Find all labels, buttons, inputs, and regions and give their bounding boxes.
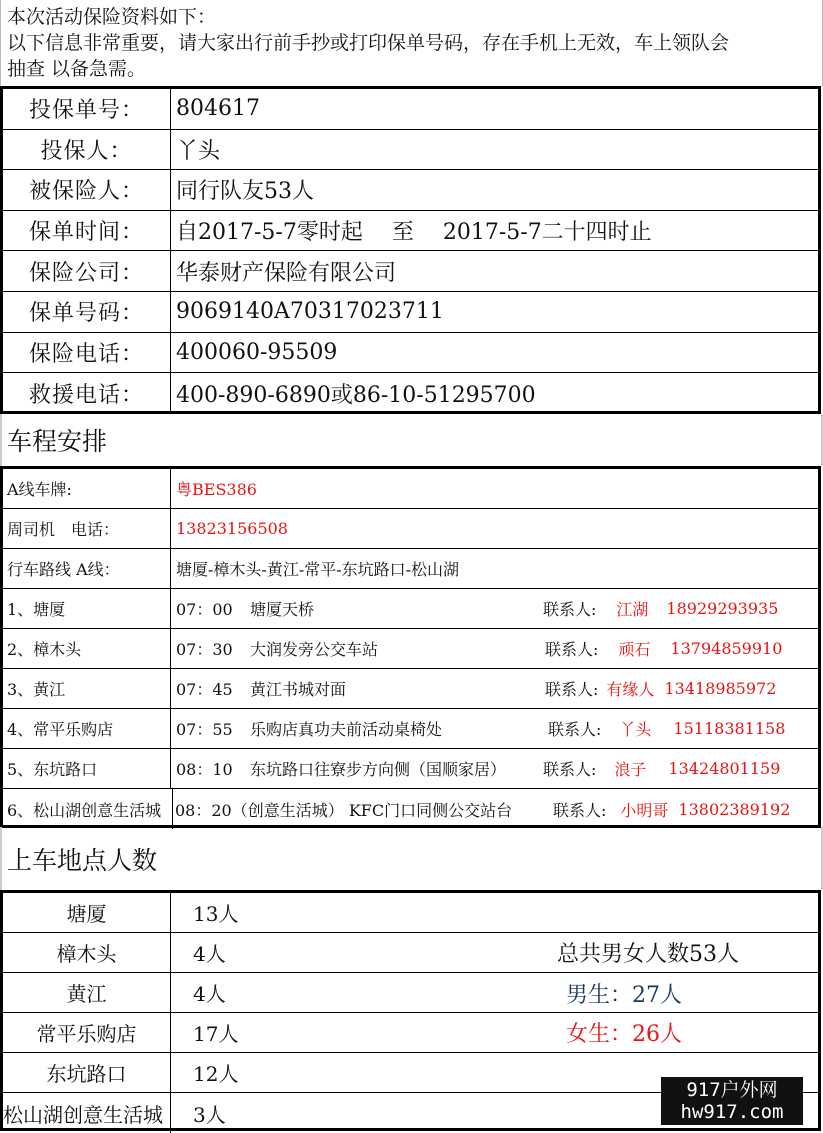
stop-contact — [545, 677, 776, 700]
insurance-value: 同行队友53人 — [176, 179, 314, 205]
route-value: 塘厦-樟木头-黄江-常平-东坑路口-松山湖 — [176, 560, 460, 579]
stop-name: 5、东坑路口 — [3, 749, 171, 788]
watermark-line-2: hw917.com — [680, 1101, 784, 1123]
boarding-place: 东坑路口 — [3, 1053, 171, 1092]
boarding-count: 4人 — [193, 982, 226, 1006]
insurance-value: 9069140A70317023711 — [176, 299, 444, 325]
intro-line-1: 本次活动保险资料如下： — [7, 6, 217, 28]
insurance-label: 救援电话： — [3, 373, 171, 414]
intro-notice — [0, 0, 823, 86]
stop-place: 黄江书城对面 — [250, 680, 347, 699]
insurance-value: 华泰财产保险有限公司 — [176, 260, 397, 286]
boarding-count: 13人 — [193, 902, 239, 926]
insurance-row-policyholder — [3, 130, 818, 171]
stop-time: 08：20 — [175, 800, 232, 820]
contact-phone: 13418985972 — [664, 679, 777, 698]
boarding-place: 松山湖创意生活城 — [3, 1093, 171, 1133]
bus-row-route — [3, 549, 818, 589]
contact-phone: 15118381158 — [673, 719, 786, 738]
insurance-value: 804617 — [176, 96, 260, 122]
stop-contact — [553, 798, 790, 821]
boarding-place: 常平乐购店 — [3, 1013, 171, 1052]
insurance-table — [0, 86, 821, 414]
bus-plate-value: 粤BES386 — [176, 480, 257, 499]
boarding-place: 黄江 — [3, 973, 171, 1012]
stop-row — [3, 589, 818, 629]
section-title-bus: 车程安排 — [0, 414, 823, 466]
stop-name: 3、黄江 — [3, 669, 171, 708]
bus-row-driver — [3, 509, 818, 549]
contact-label: 联系人: — [545, 640, 599, 659]
contact-phone: 13794859910 — [670, 639, 783, 658]
insurance-label: 保单时间： — [3, 211, 171, 251]
insurance-label: 保险电话： — [3, 333, 171, 373]
insurance-row-insured — [3, 170, 818, 211]
stop-row — [3, 749, 818, 789]
boarding-count: 4人 — [193, 942, 226, 966]
boarding-row — [3, 1013, 818, 1053]
stop-row — [3, 709, 818, 749]
boarding-count: 17人 — [193, 1022, 239, 1046]
stop-time: 07：55 — [176, 720, 233, 739]
insurance-row-policy-number — [3, 292, 818, 333]
stop-name: 1、塘厦 — [3, 589, 171, 628]
contact-phone: 18929293935 — [666, 599, 779, 618]
insurance-row-rescue-phone — [3, 373, 818, 414]
bus-row-plate — [3, 469, 818, 509]
boarding-place: 樟木头 — [3, 933, 171, 972]
contact-name: 顽石 — [618, 640, 651, 659]
stop-row — [3, 629, 818, 669]
intro-line-2: 以下信息非常重要，请大家出行前手抄或打印保单号码，存在手机上无效，车上领队会 — [7, 32, 730, 54]
route-label: 行车路线 A线： — [3, 549, 171, 588]
insurance-label: 投保人： — [3, 130, 171, 170]
stop-row — [3, 789, 818, 829]
bus-plate-label: A线车牌: — [3, 469, 171, 508]
intro-line-3: 抽查 以备急需。 — [7, 58, 147, 80]
boarding-count: 12人 — [193, 1062, 239, 1086]
stop-place: （创意生活城） KFC门口同侧公交站台 — [231, 800, 513, 820]
summary-female: 女生：26人 — [566, 1022, 682, 1047]
contact-label: 联系人: — [548, 720, 602, 739]
driver-label: 周司机 电话： — [3, 509, 171, 548]
contact-label: 联系人: — [543, 760, 597, 779]
stop-name: 6、松山湖创意生活城 — [3, 789, 173, 829]
insurance-row-company — [3, 251, 818, 292]
summary-total: 总共男女人数53人 — [557, 942, 739, 967]
stop-place: 东坑路口往寮步方向侧（国顺家居） — [250, 760, 507, 779]
insurance-value: 丫头 — [176, 138, 221, 164]
stop-place: 乐购店真功夫前活动桌椅处 — [250, 720, 443, 739]
boarding-row — [3, 973, 818, 1013]
stop-row — [3, 669, 818, 709]
contact-phone: 13802389192 — [678, 799, 791, 819]
contact-name: 江湖 — [616, 600, 649, 619]
insurance-label: 投保单号： — [3, 89, 171, 129]
stop-place: 塘厦天桥 — [250, 600, 315, 619]
insurance-label: 保单号码： — [3, 292, 171, 332]
insurance-value: 400060-95509 — [176, 339, 338, 365]
stop-place: 大润发旁公交车站 — [250, 640, 379, 659]
boarding-place: 塘厦 — [3, 893, 171, 932]
section-title-boarding: 上车地点人数 — [0, 827, 823, 890]
insurance-value: 400-890-6890或86-10-51295700 — [176, 382, 536, 408]
contact-name: 丫头 — [619, 720, 652, 739]
boarding-count: 3人 — [193, 1102, 226, 1127]
insurance-value: 自2017-5-7零时起 至 2017-5-7二十四时止 — [176, 220, 652, 246]
driver-phone: 13823156508 — [176, 519, 288, 538]
stop-contact — [545, 637, 782, 660]
contact-phone: 13424801159 — [668, 759, 781, 778]
insurance-row-policy-no — [3, 89, 818, 130]
stop-contact — [548, 717, 785, 740]
contact-label: 联系人: — [553, 800, 607, 820]
stop-name: 2、樟木头 — [3, 629, 171, 668]
insurance-label: 保险公司： — [3, 251, 171, 291]
site-watermark — [661, 1077, 803, 1125]
insurance-row-period — [3, 211, 818, 252]
stop-contact — [543, 757, 780, 780]
contact-name: 有缘人 — [606, 680, 655, 699]
watermark-line-1: 917户外网 — [686, 1079, 778, 1101]
stop-time: 07：00 — [176, 600, 233, 619]
bus-schedule-table — [0, 466, 821, 828]
insurance-row-phone — [3, 333, 818, 374]
stop-time: 08：10 — [176, 760, 233, 779]
insurance-label: 被保险人： — [3, 170, 171, 210]
stop-time: 07：30 — [176, 640, 233, 659]
summary-male: 男生：27人 — [566, 983, 682, 1008]
stop-contact — [543, 597, 778, 620]
boarding-row — [3, 893, 818, 933]
contact-name: 浪子 — [614, 760, 647, 779]
contact-name: 小明哥 — [620, 800, 669, 820]
contact-label: 联系人: — [543, 600, 597, 619]
contact-label: 联系人: — [545, 680, 599, 699]
stop-time: 07：45 — [176, 680, 233, 699]
stop-name: 4、常平乐购店 — [3, 709, 171, 748]
